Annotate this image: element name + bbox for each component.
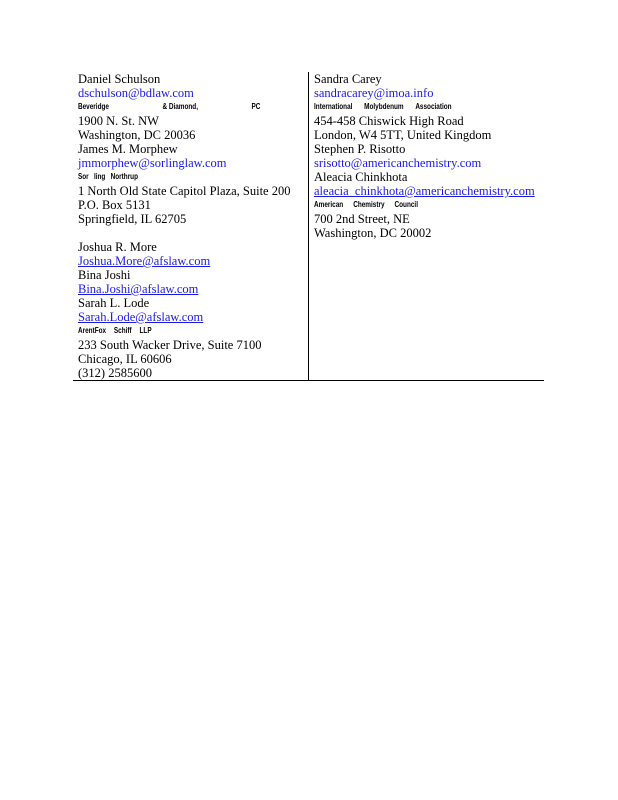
firm-name-part: Northrup — [110, 172, 138, 181]
contact-name: Joshua R. More — [78, 240, 157, 254]
contact-email[interactable]: sandracarey@imoa.info — [314, 86, 434, 100]
firm-name — [78, 100, 260, 114]
contact-email[interactable]: aleacia_chinkhota@americanchemistry.com — [314, 184, 535, 198]
firm-name-part: Sor — [78, 172, 89, 181]
firm-name-part: Beveridge — [78, 102, 109, 111]
organization-name-part: Chemistry — [353, 200, 385, 209]
firm-name-part: Schiff — [113, 326, 132, 335]
address-line: Washington, DC 20002 — [314, 226, 432, 240]
service-list-right-column — [314, 72, 554, 240]
contact-name: James M. Morphew — [78, 142, 178, 156]
organization-name — [314, 198, 418, 212]
contact-email[interactable]: Bina.Joshi@afslaw.com — [78, 282, 199, 296]
contact-email[interactable]: srisotto@americanchemistry.com — [314, 156, 482, 170]
table-bottom-border — [73, 380, 544, 381]
organization-name-part: International — [314, 102, 353, 111]
organization-name-part: Molybdenum — [364, 102, 404, 111]
contact-email[interactable]: Sarah.Lode@afslaw.com — [78, 310, 204, 324]
contact-name: Daniel Schulson — [78, 72, 161, 86]
address-line: Chicago, IL 60606 — [78, 352, 172, 366]
address-line: 454-458 Chiswick High Road — [314, 114, 464, 128]
firm-name-part: LLP — [139, 326, 152, 335]
contact-name: Aleacia Chinkhota — [314, 170, 408, 184]
address-line: Washington, DC 20036 — [78, 128, 196, 142]
firm-name — [78, 170, 138, 184]
firm-name-part: PC — [251, 102, 261, 111]
spacer — [78, 226, 306, 240]
address-line: Springfield, IL 62705 — [78, 212, 187, 226]
address-line: London, W4 5TT, United Kingdom — [314, 128, 492, 142]
address-line: 1900 N. St. NW — [78, 114, 159, 128]
address-line: 1 North Old State Capitol Plaza, Suite 200 — [78, 184, 291, 198]
phone-number: (312) 2585600 — [78, 366, 152, 380]
firm-name-part: & Diamond, — [162, 102, 198, 111]
firm-name-part: ArentFox — [78, 326, 107, 335]
address-line: 700 2nd Street, NE — [314, 212, 410, 226]
organization-name-part: Association — [415, 102, 452, 111]
contact-email[interactable]: Joshua.More@afslaw.com — [78, 254, 211, 268]
organization-name-part: American — [314, 200, 344, 209]
firm-name — [78, 324, 152, 338]
contact-name: Sarah L. Lode — [78, 296, 150, 310]
service-list-left-column — [78, 72, 306, 380]
organization-name — [314, 100, 452, 114]
address-line: 233 South Wacker Drive, Suite 7100 — [78, 338, 262, 352]
organization-name-part: Council — [394, 200, 418, 209]
contact-name: Stephen P. Risotto — [314, 142, 406, 156]
contact-name: Bina Joshi — [78, 268, 131, 282]
contact-name: Sandra Carey — [314, 72, 382, 86]
column-divider — [308, 72, 309, 381]
contact-email[interactable]: dschulson@bdlaw.com — [78, 86, 194, 100]
address-line: P.O. Box 5131 — [78, 198, 151, 212]
firm-name-part: ling — [93, 172, 106, 181]
contact-email[interactable]: jmmorphew@sorlinglaw.com — [78, 156, 227, 170]
